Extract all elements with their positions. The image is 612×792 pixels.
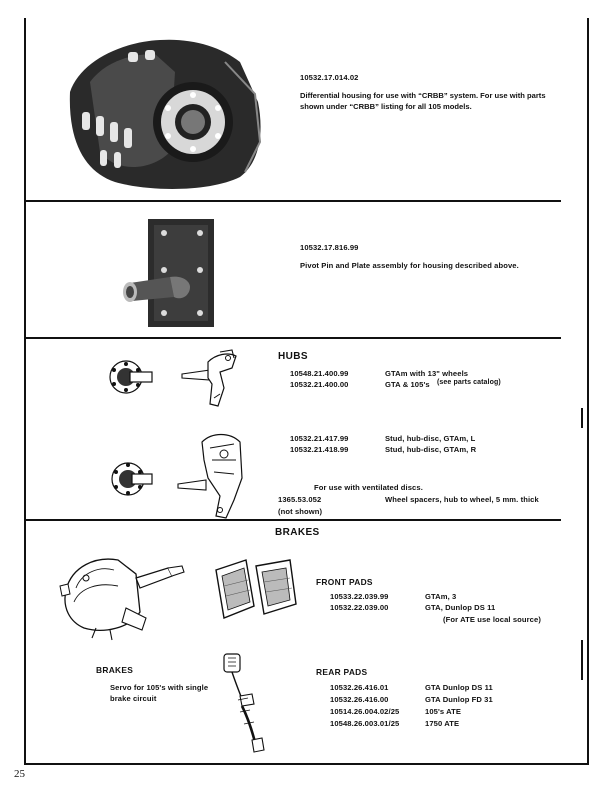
front-pad-desc-1: GTAm, 3	[425, 592, 457, 601]
rear-pad-part-1: 10532.26.416.01	[330, 683, 389, 692]
hub-part-1: 10548.21.400.99	[290, 369, 349, 378]
brakes-side-mark	[581, 640, 583, 680]
front-pad-part-2: 10532.22.039.00	[330, 603, 389, 612]
divider-pivot	[24, 337, 561, 339]
front-pad-desc-2: GTA, Dunlop DS 11	[425, 603, 496, 612]
rear-pad-part-4: 10548.26.003.01/25	[330, 719, 400, 728]
front-pad-note: (For ATE use local source)	[443, 615, 541, 624]
stud-desc-1: Stud, hub-disc, GTAm, L	[385, 434, 476, 443]
rear-pad-desc-1: GTA Dunlop DS 11	[425, 683, 493, 692]
pivot-plate-image	[120, 215, 220, 330]
brakes-heading: BRAKES	[275, 527, 320, 538]
hubs-heading: HUBS	[278, 351, 308, 362]
hubs-side-mark	[581, 408, 583, 428]
hub-note-2: (see parts catalog)	[437, 379, 501, 386]
ventilated-note: For use with ventilated discs.	[314, 483, 423, 492]
housing-part-number: 10532.17.014.02	[300, 73, 359, 82]
spacer-description: Wheel spacers, hub to wheel, 5 mm. thick	[385, 495, 539, 504]
divider-hubs	[24, 519, 561, 521]
spindle-image-1	[180, 348, 250, 410]
front-pads-heading: FRONT PADS	[316, 577, 373, 587]
differential-housing-image	[60, 32, 270, 197]
servo-heading: BRAKES	[96, 665, 134, 675]
not-shown-note: (not shown)	[278, 507, 323, 516]
page-number: 25	[14, 768, 25, 780]
housing-description: Differential housing for use with “CRBB” system. For use with parts shown under “CRBB” listing for all 105 models.	[300, 91, 546, 111]
rear-pad-part-3: 10514.26.004.02/25	[330, 707, 400, 716]
divider-housing	[24, 200, 561, 202]
spacer-part-number: 1365.53.052	[278, 495, 322, 504]
rear-pad-part-2: 10532.26.416.00	[330, 695, 389, 704]
rear-pad-desc-4: 1750 ATE	[425, 719, 460, 728]
pivot-part-number: 10532.17.816.99	[300, 243, 359, 252]
hub-desc-2: GTA & 105's	[385, 380, 430, 389]
stud-part-1: 10532.21.417.99	[290, 434, 349, 443]
front-pads-image	[210, 556, 300, 626]
brake-servo-image	[56, 548, 186, 640]
hub-image-1	[106, 356, 156, 398]
brake-hose-image	[218, 650, 268, 755]
stud-part-2: 10532.21.418.99	[290, 445, 349, 454]
hub-part-2: 10532.21.400.00	[290, 380, 349, 389]
pivot-description: Pivot Pin and Plate assembly for housing described above.	[300, 261, 519, 270]
rear-pad-desc-2: GTA Dunlop FD 31	[425, 695, 493, 704]
spindle-image-2	[176, 430, 251, 522]
rear-pad-desc-3: 105's ATE	[425, 707, 462, 716]
front-pad-part-1: 10533.22.039.99	[330, 592, 389, 601]
stud-desc-2: Stud, hub-disc, GTAm, R	[385, 445, 477, 454]
hub-desc-1: GTAm with 13" wheels	[385, 369, 469, 378]
servo-description: Servo for 105's with single brake circuit	[110, 683, 209, 703]
rear-pads-heading: REAR PADS	[316, 667, 368, 677]
hub-image-2	[106, 457, 154, 501]
